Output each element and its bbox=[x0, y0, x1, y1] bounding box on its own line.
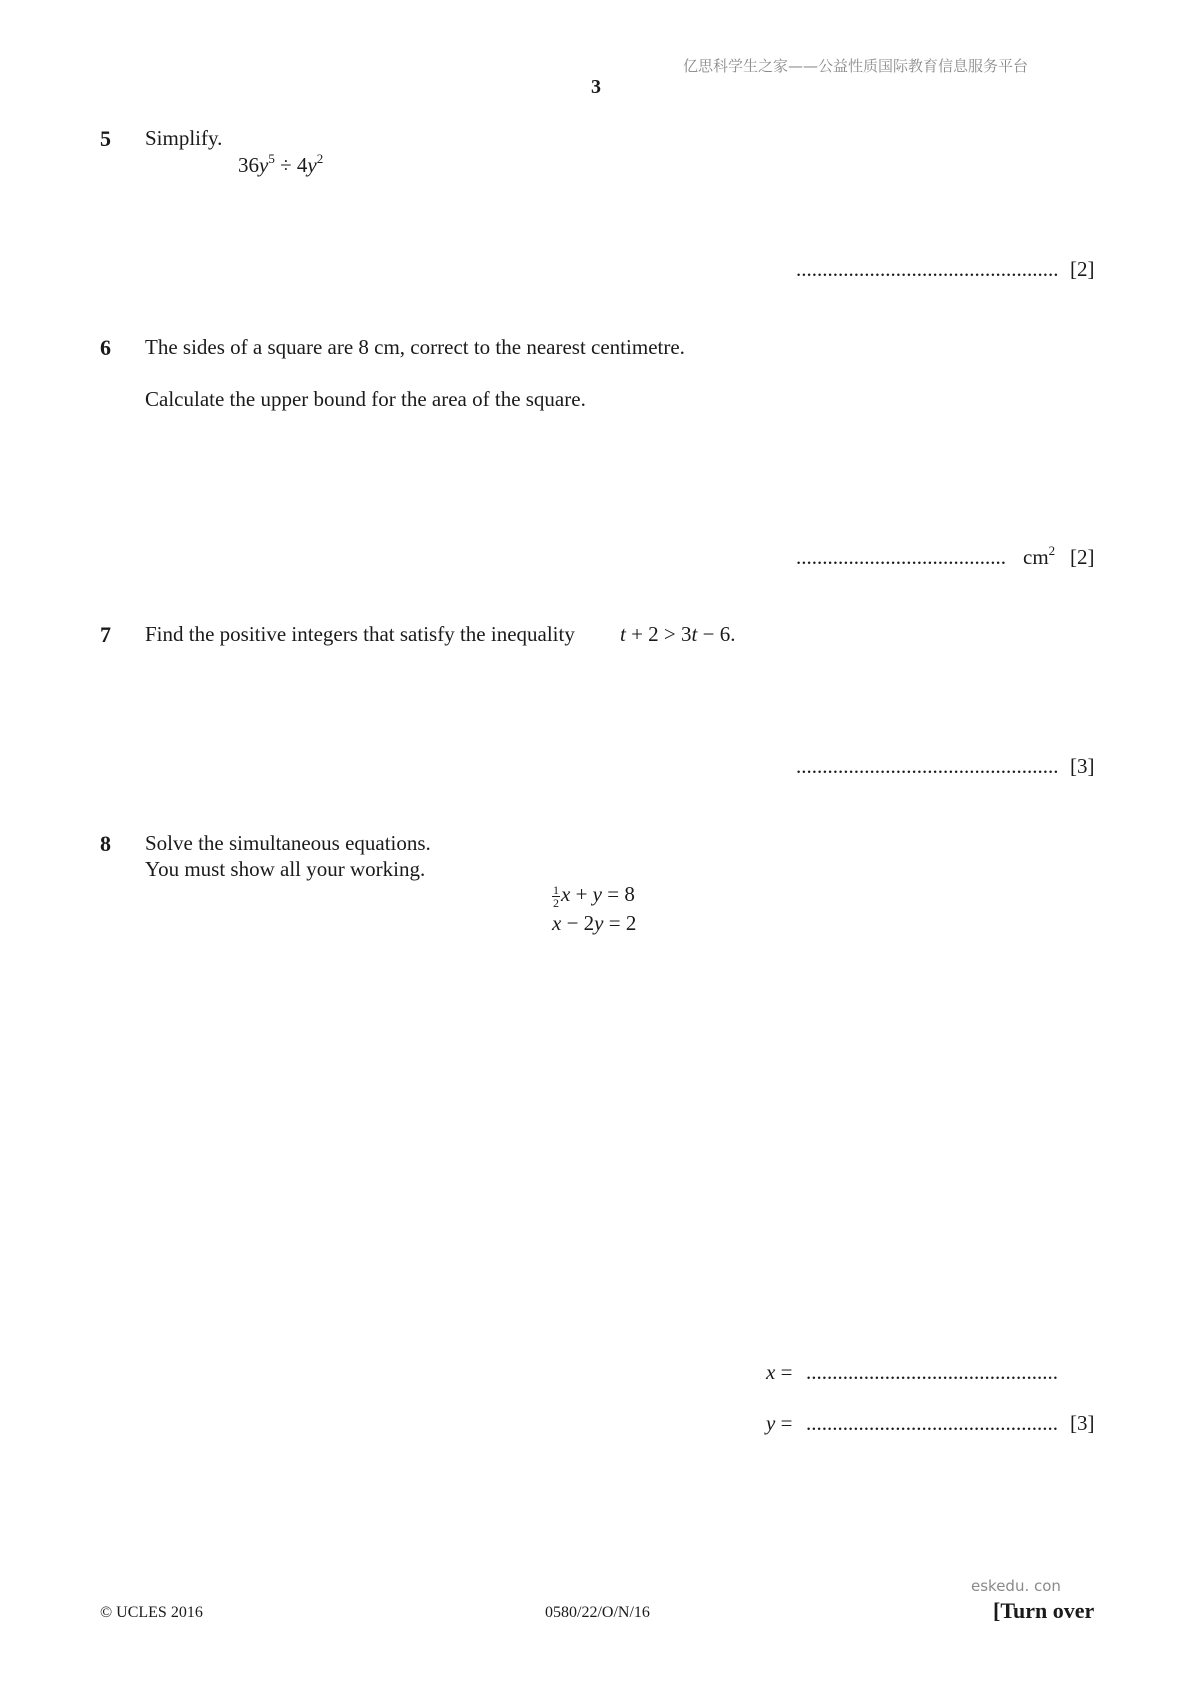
question-8-y-label: y = bbox=[766, 1411, 793, 1435]
question-5-number: 5 bbox=[100, 126, 111, 151]
question-7-answer-line[interactable]: .................................................. bbox=[796, 754, 1059, 778]
question-5-answer-line[interactable]: .................................................. bbox=[796, 257, 1059, 281]
question-7-prompt: Find the positive integers that satisfy the inequality bbox=[145, 622, 575, 646]
footer-paper-code: 0580/22/O/N/16 bbox=[545, 1604, 650, 1621]
question-8-equation-2: x − 2y = 2 bbox=[552, 911, 637, 935]
question-6-answer-line[interactable]: ........................................ bbox=[796, 545, 1006, 569]
question-5-marks: [2] bbox=[1070, 257, 1095, 281]
question-7-number: 7 bbox=[100, 622, 111, 647]
question-5-prompt: Simplify. bbox=[145, 126, 223, 150]
question-8-marks: [3] bbox=[1070, 1411, 1095, 1435]
question-8-line1: Solve the simultaneous equations. bbox=[145, 831, 431, 855]
question-6-marks: [2] bbox=[1070, 545, 1095, 569]
question-6-number: 6 bbox=[100, 335, 111, 360]
question-8-line2: You must show all your working. bbox=[145, 857, 426, 881]
footer-turn-over: [Turn over bbox=[993, 1598, 1095, 1623]
footer-copyright: © UCLES 2016 bbox=[100, 1604, 203, 1621]
question-8-x-label: x = bbox=[766, 1360, 793, 1384]
question-8-x-answer-line[interactable]: ................................................ bbox=[806, 1360, 1058, 1384]
question-6-unit: $cm^2$ bbox=[1023, 543, 1056, 569]
watermark-bottom: eskedu. con bbox=[971, 1577, 1061, 1595]
question-7-inequality: t + 2 > 3t − 6. bbox=[620, 622, 736, 646]
fraction-one-half: $\frac{1}{2}$ bbox=[553, 882, 559, 910]
question-8-equation-1: $\frac{1}{2}$ x + y = 8 bbox=[553, 882, 635, 910]
question-8-y-answer-line[interactable]: ................................................ bbox=[806, 1411, 1058, 1435]
question-5-expression: $36y^5 \div 4y^2$ bbox=[238, 151, 324, 177]
question-6-line2: Calculate the upper bound for the area of the square. bbox=[145, 387, 586, 411]
question-8-number: 8 bbox=[100, 831, 111, 856]
page-number: 3 bbox=[591, 76, 601, 98]
question-7-marks: [3] bbox=[1070, 754, 1095, 778]
watermark-top: 亿思科学生之家——公益性质国际教育信息服务平台 bbox=[683, 57, 1029, 75]
question-6-line1: The sides of a square are 8 cm, correct to the nearest centimetre. bbox=[145, 335, 685, 359]
